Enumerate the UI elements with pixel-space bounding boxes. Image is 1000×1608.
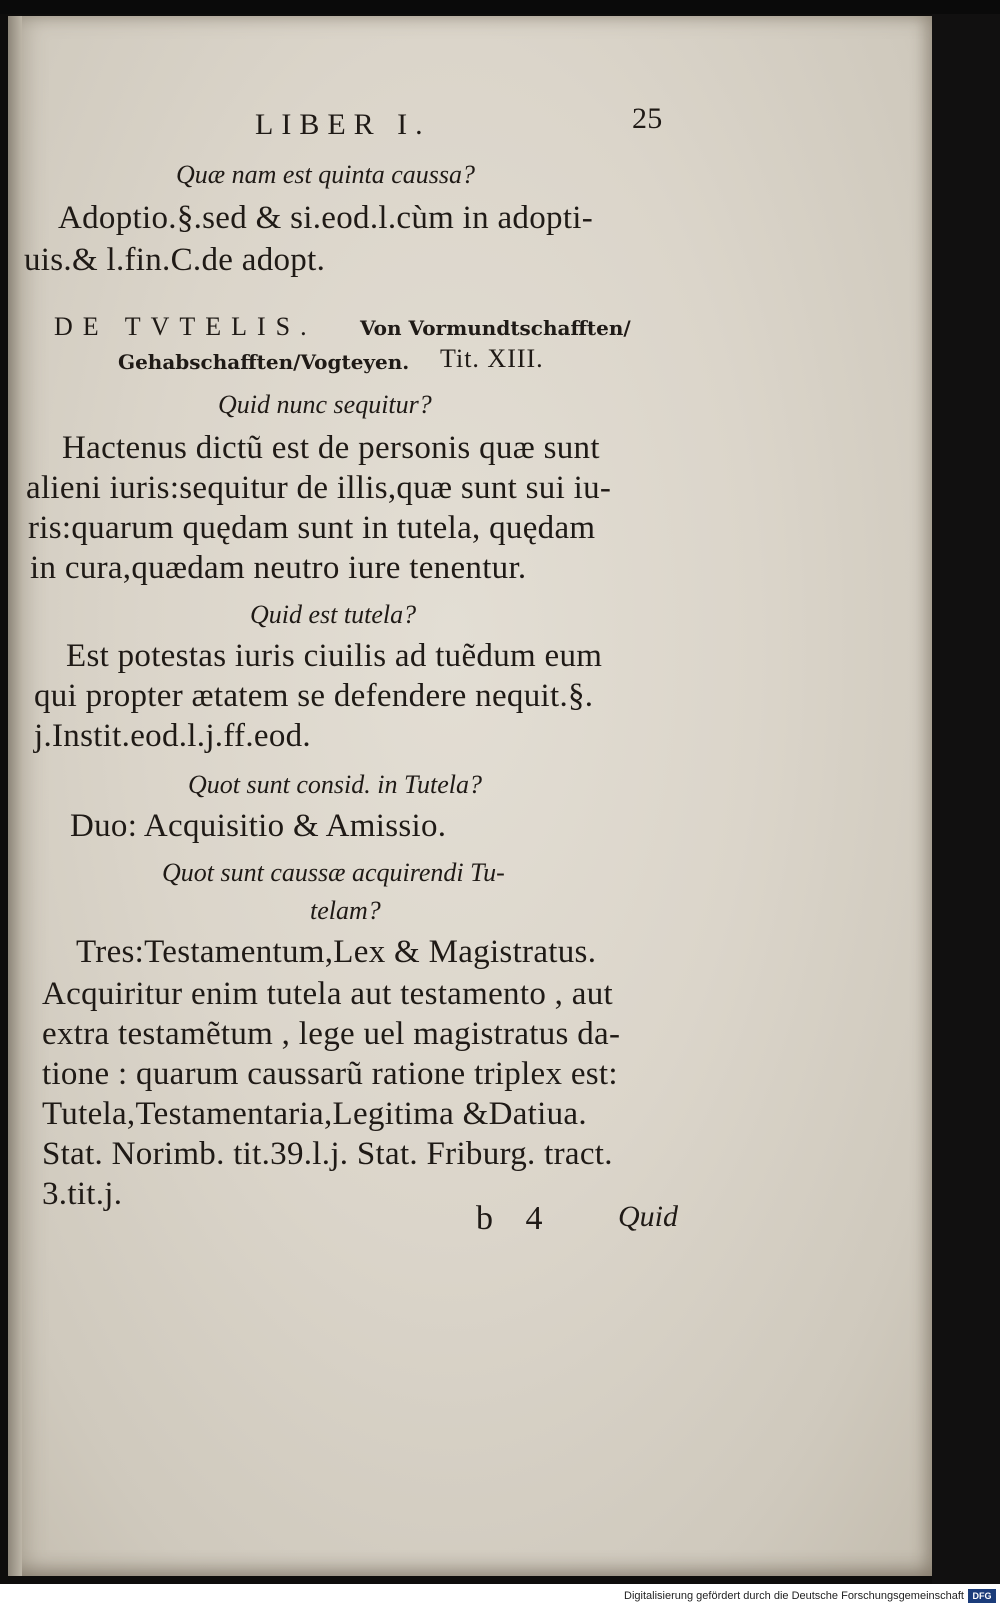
answer-line: Stat. Norimb. tit.39.l.j. Stat. Friburg. tract. <box>42 1136 613 1172</box>
answer-line: alieni iuris:sequitur de illis,quæ sunt sui iu- <box>26 470 612 506</box>
title-number: Tit. XIII. <box>440 344 544 373</box>
title-latin: DE TVTELIS. <box>54 312 317 341</box>
question-heading: Quæ nam est quinta caussa? <box>176 160 475 189</box>
answer-line: Adoptio.§.sed & si.eod.l.cùm in adopti- <box>58 200 594 236</box>
question-heading: telam? <box>310 896 381 925</box>
answer-line: ris:quarum quędam sunt in tutela, quędam <box>28 510 596 546</box>
answer-line: uis.& l.fin.C.de adopt. <box>24 242 326 278</box>
title-german-1: Von Vormundtschafften/ <box>360 316 631 340</box>
answer-line: in cura,quædam neutro iure tenentur. <box>30 550 527 586</box>
question-heading: Quid nunc sequitur? <box>218 390 432 419</box>
digitization-note: Digitalisierung gefördert durch die Deutsche Forschungsgemeinschaft <box>624 1590 964 1602</box>
catchword: Quid <box>618 1200 678 1233</box>
answer-line: Hactenus dictũ est de personis quæ sunt <box>62 430 600 466</box>
answer-line: j.Instit.eod.l.j.ff.eod. <box>34 718 311 754</box>
answer-line: Tres:Testamentum,Lex & Magistratus. <box>76 934 597 970</box>
question-heading: Quid est tutela? <box>250 600 417 629</box>
answer-line: Duo: Acquisitio & Amissio. <box>70 808 447 844</box>
page-gutter-shadow <box>8 16 22 1576</box>
answer-line: tione : quarum caussarũ ratione triplex est: <box>42 1056 618 1092</box>
answer-line: qui propter ætatem se defendere nequit.§. <box>34 678 594 714</box>
answer-line: Acquiritur enim tutela aut testamento , aut <box>42 976 613 1012</box>
scan-background <box>932 14 1000 1584</box>
title-german-2: Gehabschafften/Vogteyen. <box>118 350 410 374</box>
dfg-logo: DFG <box>968 1589 996 1603</box>
running-head: LIBER I. <box>255 108 431 141</box>
question-heading: Quot sunt caussæ acquirendi Tu- <box>162 858 505 887</box>
answer-line: extra testamẽtum , lege uel magistratus da- <box>42 1016 621 1052</box>
answer-line: 3.tit.j. <box>42 1176 123 1212</box>
page-number: 25 <box>632 102 663 135</box>
answer-line: Tutela,Testamentaria,Legitima &Datiua. <box>42 1096 587 1132</box>
signature-mark: b 4 <box>476 1200 555 1237</box>
scan-top-edge <box>0 0 1000 14</box>
answer-line: Est potestas iuris ciuilis ad tuẽdum eum <box>66 638 603 674</box>
question-heading: Quot sunt consid. in Tutela? <box>188 770 482 799</box>
